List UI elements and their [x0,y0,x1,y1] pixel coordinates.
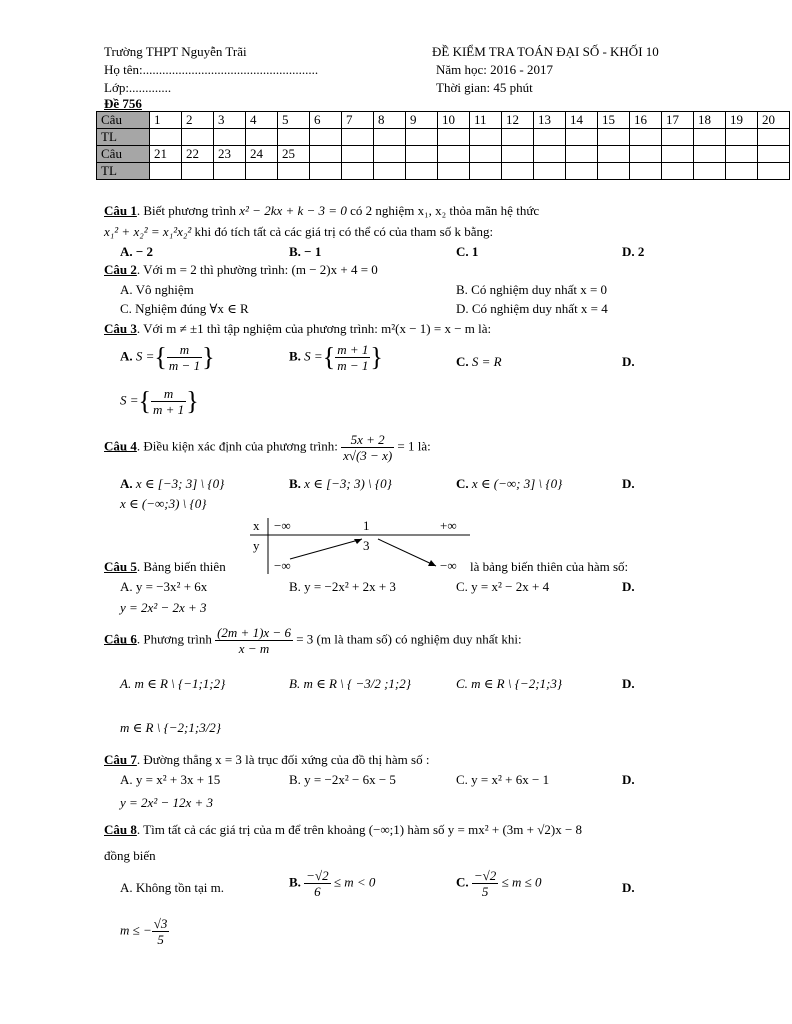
q7-option-a[interactable]: A. y = x² + 3x + 15 [120,772,221,787]
question-8: Câu 8. Tìm tất cả các giá trị của m để trên khoảng (−∞;1) hàm số y = mx² + (3m + √2)x − 8 [104,822,583,837]
q6-option-b[interactable]: B. m ∈ R \ { −3/2 ;1;2} [289,676,411,691]
q1-option-a[interactable]: A. − 2 [120,244,154,259]
school-name: Trường THPT Nguyễn Trãi [104,44,247,59]
question-5-tail: là bảng biến thiên của hàm số: [470,559,629,574]
q2-option-c[interactable]: C. Nghiệm đúng ∀x ∈ R [120,301,249,316]
q2-option-b[interactable]: B. Có nghiệm duy nhất x = 0 [456,282,608,297]
q4-option-a[interactable]: A. x ∈ [−3; 3] \ {0} [120,476,225,491]
table-row: Câu 21 22 23 24 25 [97,146,790,163]
q8-option-d-value: m ≤ − $\frac{√3}{5}$ [120,916,168,947]
q3-option-a[interactable]: A. S ={ $\frac{m}{m - 1}$ } [120,342,215,373]
q6-option-c[interactable]: C. m ∈ R \ {−2;1;3} [456,676,563,691]
question-1: Câu 1. Biết phương trình x² − 2kx + k − 3 = 0 có 2 nghiệm x₁, x₂ thỏa mãn hệ thức [104,203,540,218]
q6-option-d-value: m ∈ R \ {−2;1;3/2} [120,720,222,735]
q2-option-d[interactable]: D. Có nghiệm duy nhất x = 4 [456,301,608,316]
q7-option-d-value: y = 2x² − 12x + 3 [120,795,214,810]
q8-option-c[interactable]: C. $\frac{-√2}{5}$ ≤ m ≤ 0 [456,868,542,899]
q3-option-c[interactable]: C. S = R [456,354,502,369]
q6-option-a[interactable]: A. m ∈ R \ {−1;1;2} [120,676,226,691]
question-4: Câu 4. Điều kiện xác định của phương trình: $\frac{5x + 2}{x√(3 - x)}$ = 1 là: [104,432,431,463]
q5-option-d-value: y = 2x² − 2x + 3 [120,600,207,615]
q8-option-a[interactable]: A. Không tồn tại m. [120,880,224,895]
q8-option-d[interactable]: D. [622,880,635,895]
question-7: Câu 7. Đường thẳng x = 3 là trục đối xứng của đồ thị hàm số : [104,752,430,767]
q2-option-a[interactable]: A. Vô nghiệm [120,282,194,297]
row-header: TL [97,163,150,180]
q4-option-c[interactable]: C. x ∈ (−∞; 3] \ {0} [456,476,563,491]
variation-table: x y −∞ 1 +∞ −∞ 3 −∞ [250,516,470,576]
q7-option-c[interactable]: C. y = x² + 6x − 1 [456,772,550,787]
q8-option-b[interactable]: B. $\frac{-√2}{6}$ ≤ m < 0 [289,868,376,899]
q1-option-c[interactable]: C. 1 [456,244,479,259]
q3-option-b[interactable]: B. S ={ $\frac{m + 1}{m - 1}$ } [289,342,383,373]
question-8-cont: đồng biến [104,848,156,863]
q7-option-b[interactable]: B. y = −2x² − 6x − 5 [289,772,396,787]
row-header: TL [97,129,150,146]
q5-option-a[interactable]: A. y = −3x² + 6x [120,579,208,594]
q4-option-d[interactable]: D. [622,476,635,491]
exam-title: ĐỀ KIỂM TRA TOÁN ĐẠI SỐ - KHỐI 10 [432,44,659,59]
q5-option-d[interactable]: D. [622,579,635,594]
question-2: Câu 2. Với m = 2 thì phường trình: (m − 2)x + 4 = 0 [104,262,378,277]
decrease-arrow [378,539,436,566]
q1-option-b[interactable]: B. − 1 [289,244,322,259]
table-row [97,129,790,146]
duration: Thời gian: 45 phút [436,80,533,95]
question-5: Câu 5. Bảng biến thiên [104,559,226,574]
q4-option-d-value: x ∈ (−∞;3) \ {0} [120,496,207,511]
table-row [97,163,790,180]
student-name-field: Họ tên:...................................................... [104,62,319,77]
q1-condition: x₁² + x₂² = x₁²x₂² [104,224,192,239]
class-field: Lớp:............. [104,80,172,95]
row-header: Câu [97,112,150,129]
answer-table [96,111,790,180]
question-6: Câu 6. Phương trình $\frac{(2m + 1)x - 6}{x - m}$ = 3 (m là tham số) có nghiệm duy nhất khi: [104,625,522,656]
q5-option-b[interactable]: B. y = −2x² + 2x + 3 [289,579,396,594]
q6-option-d[interactable]: D. [622,676,635,691]
q3-option-d[interactable]: D. [622,354,635,369]
increase-arrow [290,539,362,559]
q4-option-b[interactable]: B. x ∈ [−3; 3) \ {0} [289,476,392,491]
q1-option-d[interactable]: D. 2 [622,244,645,259]
row-header: Câu [97,146,150,163]
q3-option-d-value: S ={ $\frac{m}{m + 1}$ } [120,386,199,417]
question-3: Câu 3. Với m ≠ ±1 thì tập nghiệm của phương trình: m²(x − 1) = x − m là: [104,321,492,336]
table-row: Câu 1 2 3 4 5 6 7 8 9 10 11 12 13 14 15 16 17 18 19 20 [97,112,790,129]
q7-option-d[interactable]: D. [622,772,635,787]
school-year: Năm học: 2016 - 2017 [436,62,553,77]
q5-option-c[interactable]: C. y = x² − 2x + 4 [456,579,550,594]
exam-code: Đề 756 [104,96,142,111]
